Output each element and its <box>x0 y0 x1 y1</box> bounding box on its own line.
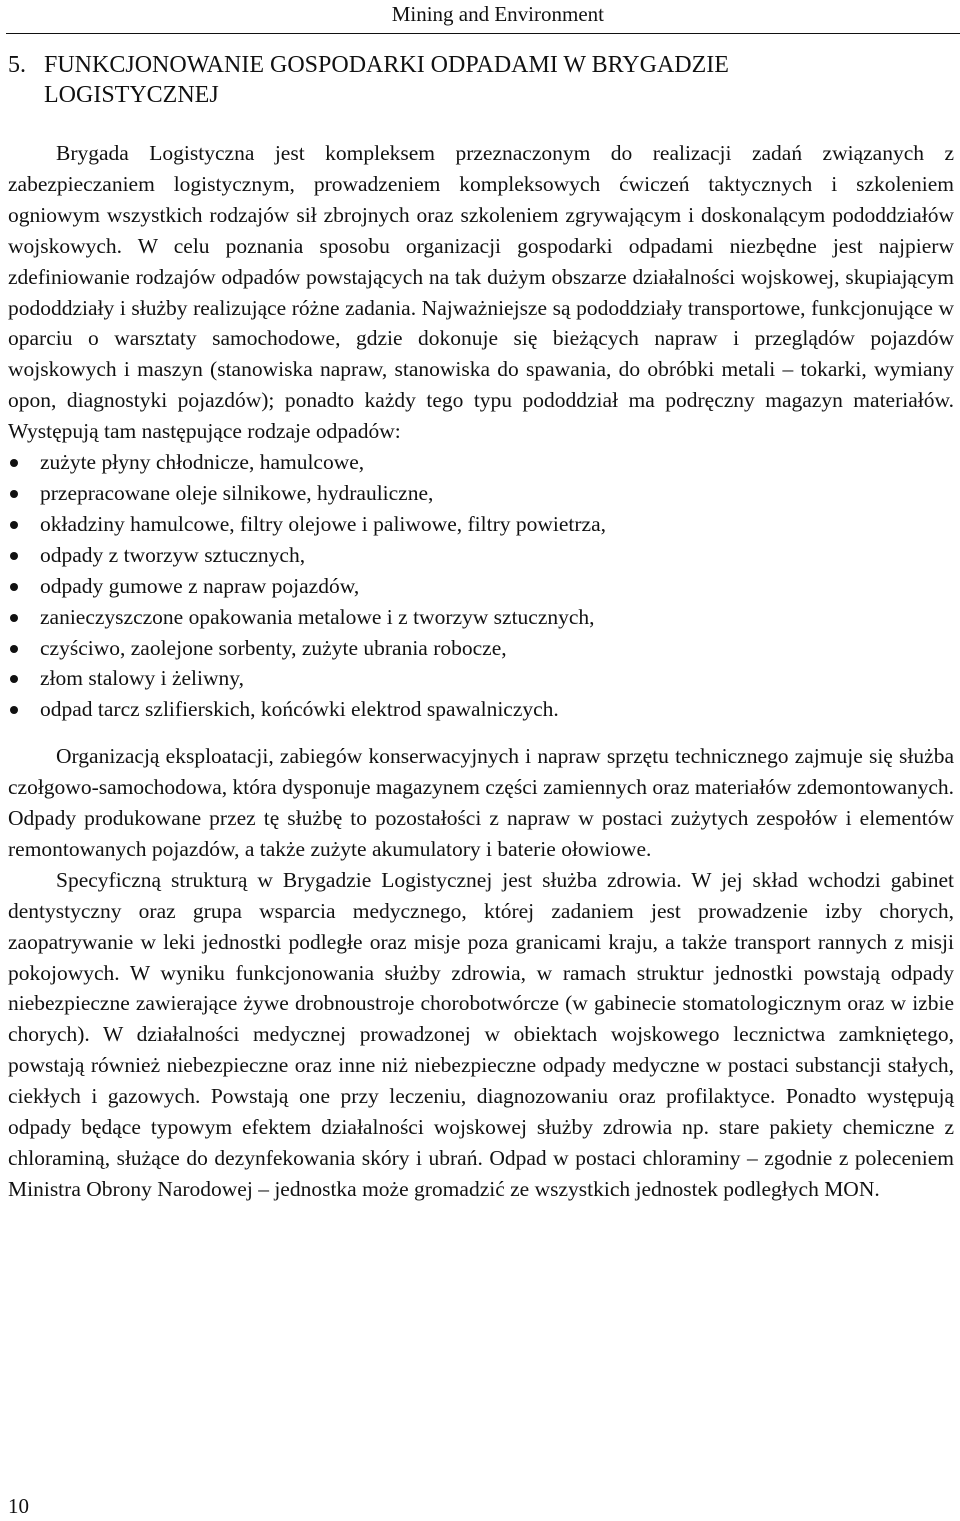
list-item: odpad tarcz szlifierskich, końcówki elektrod spawalniczych. <box>8 694 954 725</box>
list-item: zużyte płyny chłodnicze, hamulcowe, <box>8 447 954 478</box>
list-item: odpady z tworzyw sztucznych, <box>8 540 954 571</box>
list-item: przepracowane oleje silnikowe, hydrauliczne, <box>8 478 954 509</box>
header-rule <box>6 33 960 34</box>
list-item: zanieczyszczone opakowania metalowe i z tworzyw sztucznych, <box>8 602 954 633</box>
list-item: odpady gumowe z napraw pojazdów, <box>8 571 954 602</box>
running-head: Mining and Environment <box>391 2 604 26</box>
body-text <box>8 138 954 1205</box>
spacer <box>8 725 954 741</box>
list-item: złom stalowy i żeliwny, <box>8 663 954 694</box>
section-heading <box>8 50 908 110</box>
section-title-line1: FUNKCJONOWANIE GOSPODARKI ODPADAMI W BRYGADZIE <box>44 52 729 78</box>
list-item: czyściwo, zaolejone sorbenty, zużyte ubrania robocze, <box>8 633 954 664</box>
section-title-line2: LOGISTYCZNEJ <box>44 82 219 108</box>
paragraph-medical-service: Specyficzną strukturą w Brygadzie Logistycznej jest służba zdrowia. W jej skład wchodzi gabinet dentystyczny oraz grupa wsparcia medycznego, której zadaniem jest prowadzenie izby chorych, zaopatrywanie w leki jednostki podległe oraz misje poza granicami kraju, a także transport rannych z misji pokojowych. W wyniku funkcjonowania służby zdrowia, w ramach struktur jednostki powstają odpady niebezpieczne zawierające żywe drobnoustroje chorobotwórcze (w gabinecie stomatologicznym oraz w izbie chorych). W działalności medycznej prowadzonej w obiektach wojskowego lecznictwa zamkniętego, powstają również niebezpieczne oraz inne niż niebezpieczne odpady medyczne w postaci substancji stałych, ciekłych i gazowych. Powstają one przy leczeniu, diagnozowaniu oraz profilaktyce. Ponadto występują odpady będące typowym efektem działalności wojskowej służby zdrowia np. stare pakiety chemiczne z chloraminą, służące do dezynfekowania skóry i ubrań. Odpad w postaci chloraminy – zgodnie z poleceniem Ministra Obrony Narodowej – jednostka może gromadzić ze wszystkich jednostek podległych MON. <box>8 867 954 1201</box>
paragraph-vehicle-service: Organizacją eksploatacji, zabiegów konserwacyjnych i napraw sprzętu technicznego zajmuje się służba czołgowo-samochodowa, która dysponuje magazynem części zamiennych oraz materiałów zdemontowanych. Odpady produkowane przez tę służbę to pozostałości z napraw w postaci zużytych zespołów i elementów remontowanych pojazdów, a także zużyte akumulatory i baterie ołowiowe. <box>8 744 954 861</box>
section-number: 5. <box>8 52 26 78</box>
waste-list <box>8 447 954 725</box>
paragraph-intro: Brygada Logistyczna jest kompleksem przeznaczonym do realizacji zadań związanych z zabezpieczaniem logistycznym, prowadzeniem kompleksowych ćwiczeń taktycznych i szkoleniem ogniowym wszystkich rodzajów sił zbrojnych oraz szkoleniem zgrywającym i doskonalącym pododdziałów wojskowych. W celu poznania sposobu organizacji gospodarki odpadami niezbędne jest najpierw zdefiniowanie rodzajów odpadów powstających na tak dużym obszarze działalności wojskowej, skupiającym pododdziały i służby realizujące różne zadania. Najważniejsze są pododdziały transportowe, funkcjonujące w oparciu o warsztaty samochodowe, gdzie dokonuje się bieżących napraw i przeglądów pojazdów wojskowych i maszyn (stanowiska napraw, stanowiska do spawania, do obróbki metali – tokarki, wymiany opon, diagnostyki pojazdów); ponadto każdy tego typu pododdział ma podręczny magazyn materiałów. Występują tam następujące rodzaje odpadów: <box>8 141 954 444</box>
list-item: okładziny hamulcowe, filtry olejowe i paliwowe, filtry powietrza, <box>8 509 954 540</box>
page-number: 10 <box>8 1494 29 1518</box>
